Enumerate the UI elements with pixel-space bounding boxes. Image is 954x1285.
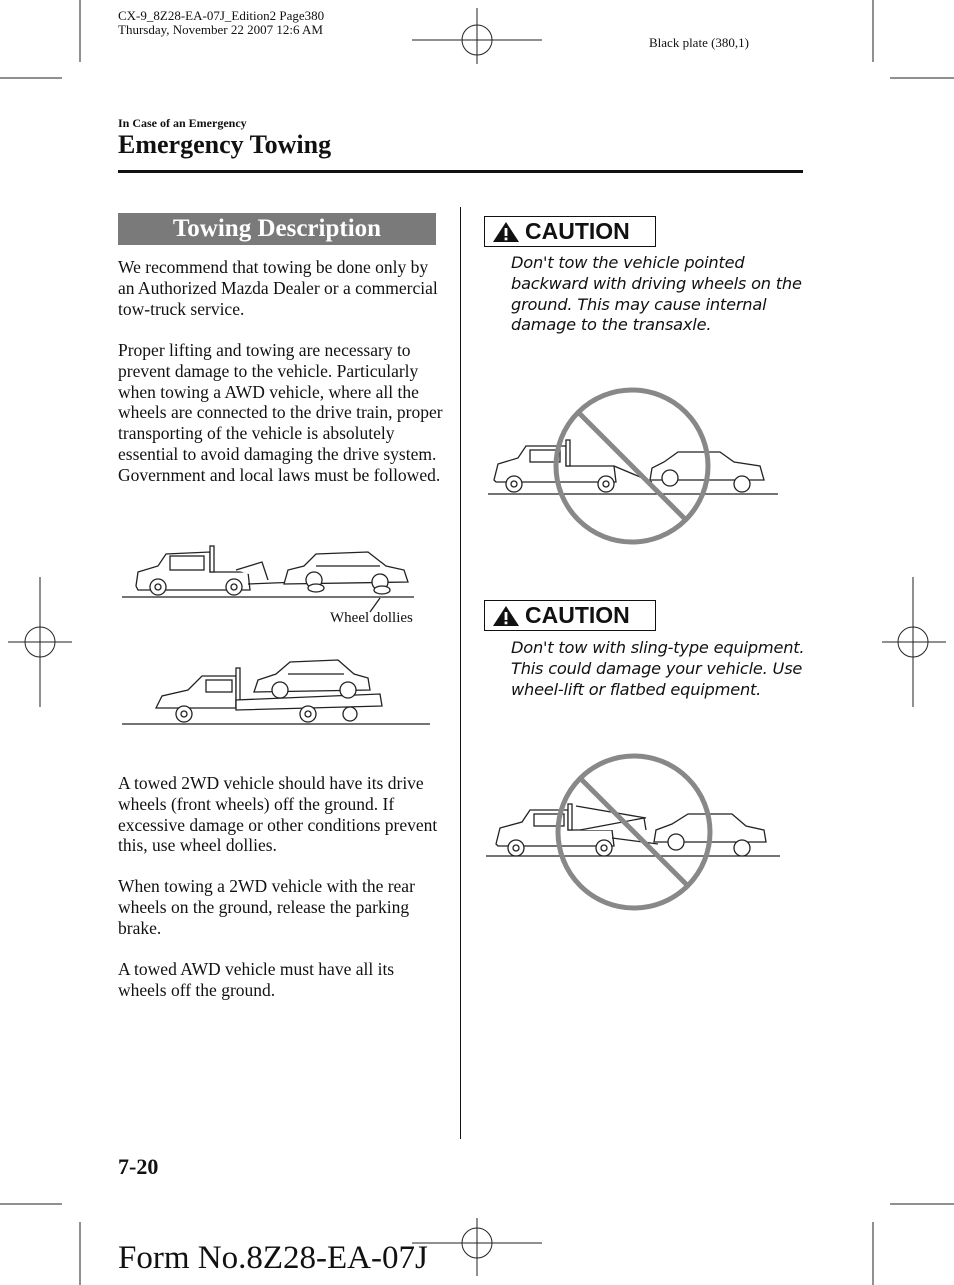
paragraph-recommend: We recommend that towing be done only by an Authorized Mazda Dealer or a commercial tow-truck service. [118,257,438,319]
caution-label: CAUTION [525,218,630,244]
caution-box-backward [484,216,656,247]
section-label: In Case of an Emergency [118,116,247,130]
chapter-title: Emergency Towing [118,130,332,159]
page-number: 7-20 [118,1154,159,1179]
caution-text-backward: Don't tow the vehicle pointed backward with driving wheels on the ground. This may cause internal damage to the transaxle. [511,253,802,335]
carried-car-icon [254,660,370,698]
towed-car-icon [284,552,408,590]
form-number: Form No.8Z28-EA-07J [118,1240,428,1276]
caution-label: CAUTION [525,602,630,628]
caution-text-sling: Don't tow with sling-type equipment. This could damage your vehicle. Use wheel-lift or flatbed equipment. [511,638,805,699]
registration-mark-right [882,577,946,707]
paragraph-lifting: Proper lifting and towing are necessary to prevent damage to the vehicle. Particularly when towing a AWD vehicle, where all the wheels are connected to the drive train, proper transporting of the vehicle is absolutely essential to avoid damaging the drive system. Government and local laws must be followed. [118,340,443,485]
towing-description-heading: Towing Description [118,213,436,245]
warning-triangle-icon [491,604,521,628]
column-divider [460,207,461,1139]
sling-tow-truck-icon [496,804,646,856]
registration-mark-top [412,8,542,64]
plate-label: Black plate (380,1) [649,35,749,50]
prohibited-backward-tow-illustration [484,382,784,552]
header-rule [118,170,803,173]
tow-truck-icon [136,546,268,595]
wheel-dollies-caption: Wheel dollies [330,610,413,626]
print-job-line: CX-9_8Z28-EA-07J_Edition2 Page380 [118,8,325,23]
caution-box-sling [484,600,656,631]
registration-mark-bottom [412,1218,542,1276]
print-date-line: Thursday, November 22 2007 12:6 AM [118,22,323,37]
paragraph-2wd: A towed 2WD vehicle should have its drive wheels (front wheels) off the ground. If excessive damage or other conditions prevent this, use wheel dollies. [118,773,438,856]
wheel-dolly-icon [308,584,390,612]
registration-mark-left [8,577,72,707]
prohibited-sling-tow-illustration [484,748,784,918]
flatbed-tow-illustration [118,650,438,730]
paragraph-awd: A towed AWD vehicle must have all its wheels off the ground. [118,959,395,1000]
paragraph-parking-brake: When towing a 2WD vehicle with the rear wheels on the ground, release the parking brake. [118,876,415,938]
warning-triangle-icon [491,220,521,244]
tow-truck-icon [494,440,652,492]
